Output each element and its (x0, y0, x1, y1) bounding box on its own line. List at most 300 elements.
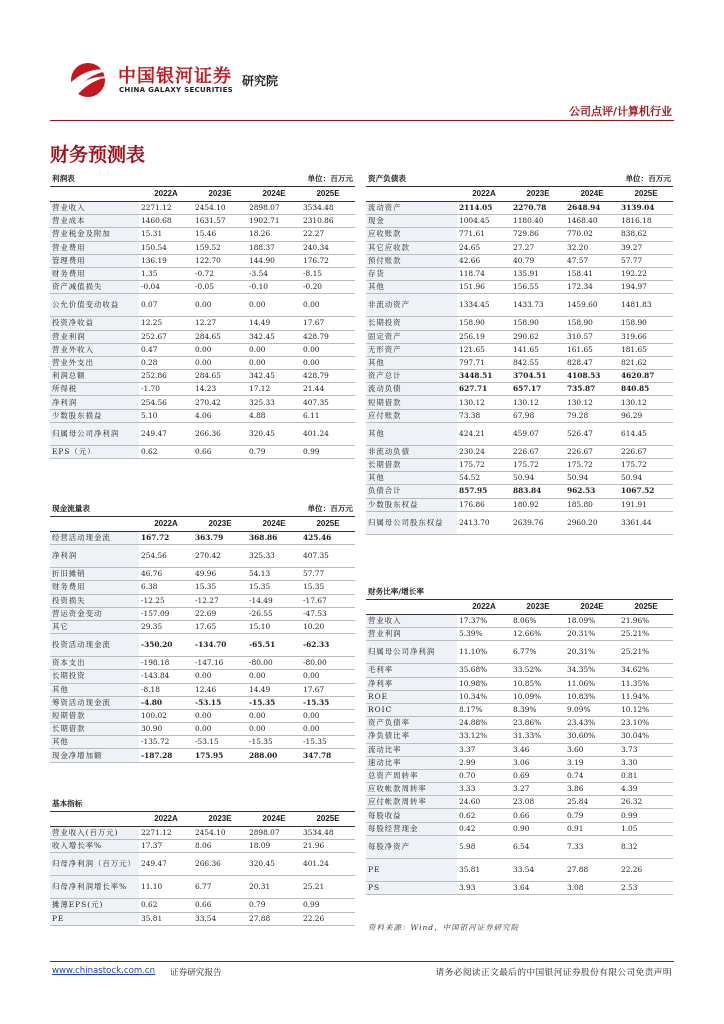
cell-value: 175.72 (565, 459, 619, 472)
row-label: 营业利润 (50, 330, 139, 343)
column-header: 2024E (247, 187, 301, 202)
row-label: 资产总计 (366, 370, 457, 383)
cell-value: 0.00 (301, 294, 355, 317)
table-row (50, 532, 355, 545)
column-header: 2024E (247, 517, 301, 532)
cell-value: 0.00 (301, 723, 355, 736)
cell-value: 3.27 (511, 783, 565, 796)
table-row (366, 472, 673, 485)
cell-value: 1180.40 (511, 215, 565, 228)
cell-value: 252.86 (139, 370, 193, 383)
column-header-blank (50, 517, 139, 532)
row-label: 营业收入 (50, 202, 139, 215)
cell-value: 0.66 (511, 809, 565, 822)
table-title-row (50, 502, 355, 517)
column-header-blank (366, 600, 457, 615)
cell-value: 33.52% (511, 664, 565, 677)
cell-value: 2271.12 (139, 202, 193, 215)
cell-value: -47.53 (301, 607, 355, 620)
table-row (366, 769, 673, 782)
cell-value: 175.72 (511, 459, 565, 472)
row-label: 每股经营现金 (366, 822, 457, 835)
row-label: EPS（元） (50, 445, 139, 458)
cell-value: 24.65 (457, 241, 511, 254)
table-row (50, 620, 355, 633)
cell-value: 8.06% (511, 615, 565, 628)
table-row (366, 228, 673, 241)
cell-value: 2.99 (457, 756, 511, 769)
cell-value: 14.49 (247, 317, 301, 330)
cell-value: 627.71 (457, 383, 511, 396)
cell-value: 8.06 (193, 840, 247, 853)
cell-value: 226.67 (565, 445, 619, 458)
website-link[interactable]: www.chinastock.com.cn (52, 966, 156, 976)
cell-value: 100.02 (139, 709, 193, 722)
table-row (366, 796, 673, 809)
cell-value: 34.62% (619, 664, 673, 677)
cell-value: 67.98 (511, 409, 565, 422)
cell-value: 194.97 (619, 281, 673, 294)
cell-value: 0.62 (139, 445, 193, 458)
cell-value: 0.00 (301, 670, 355, 683)
cell-value: 1459.60 (565, 294, 619, 317)
cell-value: 29.35 (139, 620, 193, 633)
cell-value: 11.35% (619, 677, 673, 690)
row-label: 负债合计 (366, 485, 457, 498)
cell-value: 368.86 (247, 532, 301, 545)
table-row (366, 717, 673, 730)
row-label: 其它应收款 (366, 241, 457, 254)
cell-value: 24.88% (457, 717, 511, 730)
table-row (366, 641, 673, 664)
row-label: 管理费用 (50, 254, 139, 267)
cell-value: 136.19 (139, 254, 193, 267)
table-row (366, 822, 673, 835)
row-label: 长期借款 (50, 723, 139, 736)
balance-sheet-table (366, 172, 673, 535)
cell-value: 8.39% (511, 703, 565, 716)
cell-value: 54.52 (457, 472, 511, 485)
row-label: 财务费用 (50, 581, 139, 594)
cell-value: 319.66 (619, 330, 673, 343)
row-label: 投资损失 (50, 594, 139, 607)
cell-value: 320.45 (247, 422, 301, 445)
cell-value: 22.27 (301, 228, 355, 241)
cell-value: 3534.48 (301, 202, 355, 215)
cell-value: 401.24 (301, 853, 355, 876)
row-label: 其他 (366, 472, 457, 485)
cell-value: 256.19 (457, 330, 511, 343)
column-header-row (366, 600, 673, 615)
table-row (366, 881, 673, 894)
cell-value: 614.45 (619, 422, 673, 445)
cell-value: 10.83% (565, 690, 619, 703)
cell-value: 24.60 (457, 796, 511, 809)
cell-value: 226.67 (619, 445, 673, 458)
cell-value: 290.62 (511, 330, 565, 343)
cell-value: 32.20 (565, 241, 619, 254)
cell-value: 130.12 (619, 396, 673, 409)
table-row (50, 228, 355, 241)
cell-value: 15.35 (247, 581, 301, 594)
cell-value: 15.35 (193, 581, 247, 594)
table-row (366, 383, 673, 396)
cell-value: -15.35 (301, 736, 355, 749)
cell-value: 151.96 (457, 281, 511, 294)
cell-value: 0.00 (247, 343, 301, 356)
table-row (366, 396, 673, 409)
cell-value: 821.62 (619, 356, 673, 369)
cell-value: -198.18 (139, 657, 193, 670)
cell-value: 10.20 (301, 620, 355, 633)
row-label: 营业收入 (366, 615, 457, 628)
cell-value: 79.28 (565, 409, 619, 422)
column-header: 2022A (139, 517, 193, 532)
cell-value: 17.67 (301, 683, 355, 696)
table-row (366, 498, 673, 511)
cell-value: 3.08 (565, 881, 619, 894)
table-row (50, 634, 355, 657)
cell-value: 11.06% (565, 677, 619, 690)
cell-value: 23.08 (511, 796, 565, 809)
cell-value: 6.77 (193, 876, 247, 899)
table-row (366, 202, 673, 215)
column-header: 2023E (193, 517, 247, 532)
cell-value: 2413.70 (457, 511, 511, 534)
income-statement-table (50, 172, 355, 459)
footer-divider (50, 961, 674, 962)
cell-value: 14.49 (247, 683, 301, 696)
row-label: 筹资活动现金流 (50, 696, 139, 709)
cell-value: 50.94 (619, 472, 673, 485)
cell-value: 2114.05 (457, 202, 511, 215)
cell-value: -15.35 (247, 696, 301, 709)
table-row (366, 690, 673, 703)
row-label: 少数股东损益 (50, 409, 139, 422)
table-title-row (50, 797, 355, 812)
table-row (50, 723, 355, 736)
cell-value: 1067.52 (619, 485, 673, 498)
cell-value: 4.06 (193, 409, 247, 422)
column-header-row (50, 187, 355, 202)
column-header-blank (50, 187, 139, 202)
cell-value: 25.84 (565, 796, 619, 809)
cell-value: 57.77 (619, 254, 673, 267)
table-row (50, 657, 355, 670)
table-title: 基本指标 (50, 797, 355, 812)
table-row (50, 267, 355, 280)
cell-value: 320.45 (247, 853, 301, 876)
cell-value: 25.21 (301, 876, 355, 899)
cell-value: 25.21% (619, 628, 673, 641)
cell-value: 42.66 (457, 254, 511, 267)
table-row (366, 343, 673, 356)
cell-value: 15.35 (301, 581, 355, 594)
cell-value: 22.26 (619, 858, 673, 881)
cell-value: 0.00 (193, 670, 247, 683)
cell-value: 15.10 (247, 620, 301, 633)
column-header-row (50, 812, 355, 827)
cell-value: 6.11 (301, 409, 355, 422)
column-header: 2024E (247, 812, 301, 827)
cell-value: -143.84 (139, 670, 193, 683)
cell-value: 11.94% (619, 690, 673, 703)
cell-value: 347.78 (301, 749, 355, 762)
cell-value: 771.61 (457, 228, 511, 241)
row-label: 资本支出 (50, 657, 139, 670)
cell-value: 270.42 (193, 396, 247, 409)
row-label: 归母净利润（百万元） (50, 853, 139, 876)
galaxy-logo-icon (62, 60, 114, 100)
cell-value: 428.79 (301, 330, 355, 343)
cell-value: 828.47 (565, 356, 619, 369)
row-label: 短期借款 (366, 396, 457, 409)
row-label: PE (50, 912, 139, 925)
cell-value: 2898.07 (247, 827, 301, 840)
table-row (366, 730, 673, 743)
cell-value: 96.29 (619, 409, 673, 422)
cell-value: 18.09% (565, 615, 619, 628)
cell-value: 176.86 (457, 498, 511, 511)
table-row (50, 840, 355, 853)
row-label: 应付账款 (366, 409, 457, 422)
cell-value: 3.30 (619, 756, 673, 769)
cell-value: 729.86 (511, 228, 565, 241)
row-label: 净利润 (50, 545, 139, 568)
row-label: 营业利润 (366, 628, 457, 641)
table-row (366, 445, 673, 458)
cell-value: 10.09% (511, 690, 565, 703)
cell-value: 6.77% (511, 641, 565, 664)
table-row (50, 853, 355, 876)
table-row (50, 696, 355, 709)
column-header-row (50, 517, 355, 532)
cell-value: 141.65 (511, 343, 565, 356)
cell-value: 2.53 (619, 881, 673, 894)
cell-value: 0.66 (193, 445, 247, 458)
cell-value: 192.22 (619, 267, 673, 280)
table-row (366, 281, 673, 294)
table-row (50, 422, 355, 445)
cell-value: -8.15 (301, 267, 355, 280)
cell-value: 1334.45 (457, 294, 511, 317)
cell-value: 9.09% (565, 703, 619, 716)
cell-value: -0.10 (247, 281, 301, 294)
row-label: 资产减值损失 (50, 281, 139, 294)
cell-value: -1.70 (139, 383, 193, 396)
cell-value: 39.27 (619, 241, 673, 254)
cell-value: 188.37 (247, 241, 301, 254)
cell-value: 270.42 (193, 545, 247, 568)
row-label: 营业成本 (50, 215, 139, 228)
table-row (366, 370, 673, 383)
table-row (366, 485, 673, 498)
cell-value: 12.27 (193, 317, 247, 330)
cell-value: -0.72 (193, 267, 247, 280)
cell-value: 0.74 (565, 769, 619, 782)
cell-value: 6.54 (511, 835, 565, 858)
cell-value: 73.38 (457, 409, 511, 422)
cell-value: 3.93 (457, 881, 511, 894)
column-header: 2023E (511, 187, 565, 202)
table-row (366, 835, 673, 858)
cell-value: 40.79 (511, 254, 565, 267)
row-label: 营业外收入 (50, 343, 139, 356)
cell-value: -80.00 (301, 657, 355, 670)
cell-value: 33.54 (193, 912, 247, 925)
table-row (50, 876, 355, 899)
row-label: 固定资产 (366, 330, 457, 343)
cell-value: 284.65 (193, 330, 247, 343)
cell-value: 18.09 (247, 840, 301, 853)
cell-value: 30.60% (565, 730, 619, 743)
cell-value: 3534.48 (301, 827, 355, 840)
cell-value: 10.85% (511, 677, 565, 690)
row-label: 现金净增加额 (50, 749, 139, 762)
row-label: 应收账款 (366, 228, 457, 241)
row-label: 归属母公司净利润 (50, 422, 139, 445)
row-label: 归母净利润增长率% (50, 876, 139, 899)
cell-value: 10.12% (619, 703, 673, 716)
row-label: 资产负债率 (366, 717, 457, 730)
cell-value: 3.64 (511, 881, 565, 894)
table-row (50, 241, 355, 254)
cell-value: 150.54 (139, 241, 193, 254)
table-row (50, 294, 355, 317)
cell-value: 240.34 (301, 241, 355, 254)
cell-value: 0.90 (511, 822, 565, 835)
cell-value: 249.47 (139, 422, 193, 445)
cell-value: 0.66 (193, 899, 247, 912)
table-row (366, 783, 673, 796)
table-row (50, 670, 355, 683)
table-row (366, 241, 673, 254)
table-row (50, 383, 355, 396)
cell-value: 840.85 (619, 383, 673, 396)
cell-value: 2639.76 (511, 511, 565, 534)
cell-value: 0.00 (193, 709, 247, 722)
cell-value: 425.46 (301, 532, 355, 545)
cell-value: 180.92 (511, 498, 565, 511)
cell-value: 8.17% (457, 703, 511, 716)
cell-value: 185.80 (565, 498, 619, 511)
table-row (366, 664, 673, 677)
table-row (366, 809, 673, 822)
table-row (366, 294, 673, 317)
row-label: 现金 (366, 215, 457, 228)
cell-value: 249.47 (139, 853, 193, 876)
cell-value: 342.45 (247, 330, 301, 343)
cell-value: 5.98 (457, 835, 511, 858)
cell-value: 1.05 (619, 822, 673, 835)
table-row (50, 317, 355, 330)
cell-value: 342.45 (247, 370, 301, 383)
cell-value: 0.28 (139, 356, 193, 369)
cell-value: 181.65 (619, 343, 673, 356)
cell-value: 1816.18 (619, 215, 673, 228)
cell-value: 17.12 (247, 383, 301, 396)
cell-value: 407.35 (301, 396, 355, 409)
row-label: 应付帐款周转率 (366, 796, 457, 809)
cell-value: 6.38 (139, 581, 193, 594)
cell-value: 11.10 (139, 876, 193, 899)
cell-value: 2270.78 (511, 202, 565, 215)
cell-value: 526.47 (565, 422, 619, 445)
cell-value: 23.43% (565, 717, 619, 730)
cell-value: 1433.73 (511, 294, 565, 317)
cell-value: 266.36 (193, 422, 247, 445)
table-title-row (366, 172, 673, 187)
cell-value: -350.20 (139, 634, 193, 657)
cell-value: 424.21 (457, 422, 511, 445)
source-note: 资料来源：Wind，中国银河证券研究院 (368, 923, 520, 932)
column-header-blank (50, 812, 139, 827)
cell-value: -187.28 (139, 749, 193, 762)
cell-value: 11.10% (457, 641, 511, 664)
cell-value: 883.84 (511, 485, 565, 498)
cell-value: 158.90 (457, 317, 511, 330)
cell-value: -134.70 (193, 634, 247, 657)
cell-value: 20.31 (247, 876, 301, 899)
cell-value: 0.00 (193, 294, 247, 317)
cell-value: 23.10% (619, 717, 673, 730)
cell-value: 0.62 (457, 809, 511, 822)
cell-value: 10.98% (457, 677, 511, 690)
cell-value: 2454.10 (193, 827, 247, 840)
cell-value: 35.81 (139, 912, 193, 925)
column-header: 2022A (457, 187, 511, 202)
cell-value: 27.88 (247, 912, 301, 925)
cell-value: 17.37 (139, 840, 193, 853)
cell-value: 1468.40 (565, 215, 619, 228)
cell-value: 770.02 (565, 228, 619, 241)
cell-value: 57.77 (301, 568, 355, 581)
row-label: 其他 (50, 683, 139, 696)
cell-value: 3361.44 (619, 511, 673, 534)
cell-value: -8.18 (139, 683, 193, 696)
cell-value: 130.12 (511, 396, 565, 409)
cell-value: 4.88 (247, 409, 301, 422)
row-label: 折旧摊销 (50, 568, 139, 581)
table-row (50, 445, 355, 458)
cell-value: 21.44 (301, 383, 355, 396)
cell-value: 4108.53 (565, 370, 619, 383)
cell-value: 26.32 (619, 796, 673, 809)
cell-value: 158.90 (619, 317, 673, 330)
row-label: 净负债比率 (366, 730, 457, 743)
row-label: 存货 (366, 267, 457, 280)
cell-value: 30.04% (619, 730, 673, 743)
table-row (50, 356, 355, 369)
cell-value: 35.68% (457, 664, 511, 677)
cell-value: 14.23 (193, 383, 247, 396)
table-row (50, 330, 355, 343)
cell-value: -15.35 (247, 736, 301, 749)
cell-value: -3.54 (247, 267, 301, 280)
basic-indicators-table (50, 797, 355, 926)
cell-value: 0.91 (565, 822, 619, 835)
cell-value: 3704.51 (511, 370, 565, 383)
table-row (50, 607, 355, 620)
cell-value: 7.33 (565, 835, 619, 858)
cell-value: 0.00 (247, 723, 301, 736)
table-row (366, 511, 673, 534)
cell-value: 1902.71 (247, 215, 301, 228)
cell-value: 0.00 (193, 343, 247, 356)
cell-value: 27.27 (511, 241, 565, 254)
column-header: 2023E (193, 812, 247, 827)
cell-value: 158.90 (565, 317, 619, 330)
